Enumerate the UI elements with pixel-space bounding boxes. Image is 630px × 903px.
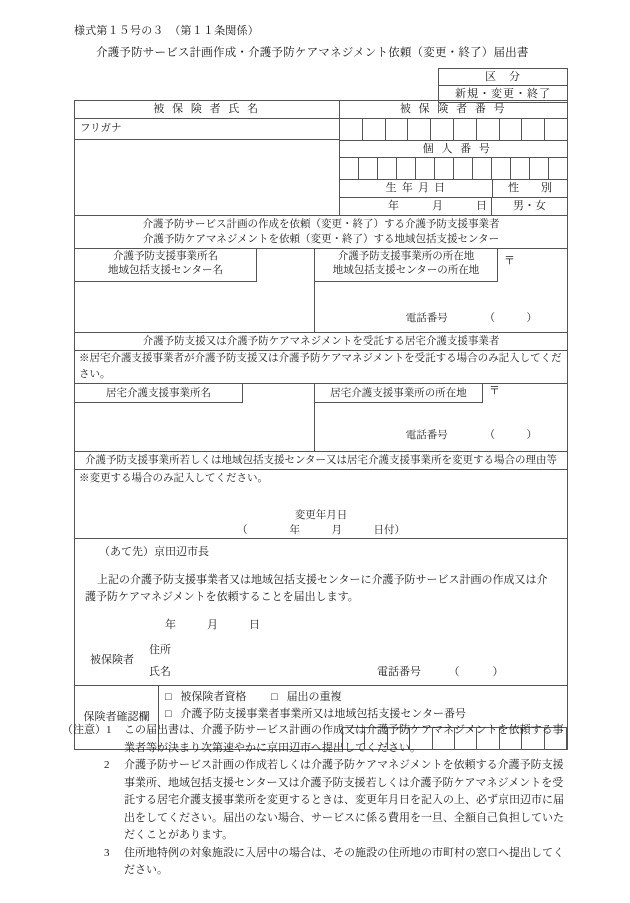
insured-number-grid[interactable] (340, 119, 567, 141)
dob-label: 生 年 月 日 (340, 180, 493, 197)
number-cell[interactable] (477, 119, 500, 140)
sex-value[interactable]: 男・女 (513, 200, 546, 212)
confirm-item-2: 届出の重複 (286, 690, 342, 703)
mynumber-cell[interactable] (435, 158, 454, 179)
kubun-label: 区 分 (439, 69, 567, 86)
number-cell[interactable] (431, 119, 454, 140)
homecare-tel-label[interactable]: 電話番号 （ ） (405, 430, 537, 441)
form-number: 様式第１５号の３ （第１１条関係） (74, 25, 259, 37)
mynumber-cell[interactable] (530, 158, 549, 179)
provider-address-label-line2: 地域包括支援センターの所在地 (332, 265, 480, 276)
provider-address-label-line1: 介護予防支援事業所の所在地 (337, 251, 475, 262)
note-item (62, 757, 574, 845)
provider-name-input[interactable] (75, 282, 314, 332)
insured-signature-fields (149, 639, 567, 683)
number-cell[interactable] (454, 119, 477, 140)
mynumber-label: 個 人 番 号 (340, 141, 567, 158)
document-title: 介護予防サービス計画作成・介護予防ケアマネジメント依頼（変更・終了）届出書 (96, 47, 529, 59)
change-note: ※変更する場合のみ記入してください。 (79, 473, 268, 484)
checkbox-icon[interactable]: □ (165, 707, 172, 720)
provider-address-cell (315, 249, 567, 332)
provider-address-input[interactable] (315, 282, 567, 312)
provider-tel-label[interactable]: 電話番号 （ ） (405, 313, 537, 324)
mynumber-cell[interactable] (473, 158, 492, 179)
homecare-address-label: 居宅介護支援事業所の所在地 (315, 384, 483, 403)
provider-name-label-line2: 地域包括支援センター名 (107, 265, 224, 276)
provider-name-label (75, 249, 257, 282)
mynumber-cell[interactable] (549, 158, 567, 179)
sex-label: 性 別 (508, 182, 552, 194)
insured-name-column (75, 101, 340, 215)
mynumber-cell[interactable] (454, 158, 473, 179)
number-cell[interactable] (363, 119, 386, 140)
dob-value[interactable]: 年 月 日 (340, 198, 492, 215)
insurer-confirm-label: 保険者確認欄 (75, 686, 159, 749)
furigana-label: フリガナ (75, 119, 339, 140)
addressee: （あて先）京田辺市長 (99, 546, 209, 558)
mynumber-cell[interactable] (378, 158, 397, 179)
mynumber-cell[interactable] (359, 158, 378, 179)
provider-banner-line2: 介護予防ケアマネジメントを依頼（変更・終了）する地域包括支援センター (142, 234, 500, 245)
insured-number-column (340, 101, 567, 215)
homecare-address-cell (315, 384, 567, 451)
insured-block (75, 101, 567, 216)
homecare-name-cell (75, 384, 315, 451)
homecare-name-label: 居宅介護支援事業所名 (75, 384, 243, 403)
number-cell[interactable] (386, 119, 409, 140)
kubun-options[interactable]: 新規・変更・終了 (455, 88, 551, 100)
provider-name-cell (75, 249, 315, 332)
declaration-block (75, 539, 567, 686)
insured-address-label: 住所 (149, 643, 171, 656)
main-table (74, 100, 568, 750)
provider-banner (75, 216, 567, 249)
homecare-name-input[interactable] (75, 403, 314, 451)
mynumber-cell[interactable] (511, 158, 530, 179)
insurer-confirm-line2 (165, 706, 567, 723)
insured-name-input[interactable] (75, 140, 339, 211)
insurer-confirm-line1 (165, 689, 567, 706)
number-cell[interactable] (408, 119, 431, 140)
mynumber-cell[interactable] (340, 158, 359, 179)
mynumber-cell[interactable] (416, 158, 435, 179)
number-cell[interactable] (340, 119, 363, 140)
declaration-text: 上記の介護予防支援事業者又は地域包括支援センターに介護予防サービス計画の作成又は介護予防ケアマネジメントを依頼することを届出します。 (85, 573, 548, 603)
note-text: この届出書は、介護予防サービス計画の作成又は介護予防ケアマネジメントを依頼する事業者等が決まり次第速やかに京田辺市へ提出してください。 (124, 724, 564, 754)
provider-name-label-line1: 介護予防支援事業所名 (113, 251, 218, 262)
postal-mark-icon: 〒 (504, 255, 515, 267)
mynumber-grid[interactable] (340, 158, 567, 180)
homecare-detail-row (75, 384, 567, 452)
notes-section (62, 722, 574, 880)
number-cell[interactable] (522, 119, 545, 140)
kubun-box (438, 68, 568, 103)
notes-heading: （注意）1 (62, 724, 112, 736)
change-reason-input[interactable] (75, 488, 567, 508)
checkbox-icon[interactable]: □ (271, 690, 278, 703)
insured-address-line[interactable] (149, 639, 567, 661)
confirm-item-3: 介護予防支援事業者事業所又は地域包括支援センター番号 (180, 707, 466, 720)
homecare-address-input[interactable] (315, 403, 567, 429)
insured-number-label: 被 保 険 者 番 号 (340, 101, 567, 119)
number-cell[interactable] (500, 119, 523, 140)
number-cell[interactable] (545, 119, 567, 140)
change-date-label: 変更年月日 (294, 510, 348, 521)
note-item (62, 845, 574, 880)
declaration-date-field[interactable]: 年 月 日 (165, 618, 270, 631)
note-number: 2 (104, 759, 110, 771)
homecare-note: ※居宅介護支援事業者が介護予防支援又は介護予防ケアマネジメントを受託する場合のみ記入してください。 (75, 351, 567, 384)
note-number: 3 (104, 846, 110, 859)
note-text: 介護予防サービス計画の作成若しくは介護予防ケアマネジメントを依頼する介護予防支援事業所、地域包括支援センター又は介護予防支援若しくは介護予防ケアマネジメントを受託する居宅介護支援事業所を変更するときは、変更年月日を記入の上、必ず京田辺市に届出をしてください。届出のない場合、サービスに係る費用を一旦、全額自己負担していただくことがあります。 (124, 759, 564, 841)
insured-name-line[interactable] (149, 661, 567, 683)
checkbox-icon[interactable]: □ (165, 690, 172, 703)
change-banner: 介護予防支援事業所若しくは地域包括支援センター又は居宅介護支援事業所を変更する場合の理由等 (75, 452, 567, 470)
note-text: 住所地特例の対象施設に入居中の場合は、その施設の住所地の市町村の窓口へ提出してください。 (124, 846, 564, 876)
change-reason-cell (75, 470, 567, 539)
change-date-value[interactable]: （ 年 月 日付） (237, 525, 405, 536)
dob-sex-label-row (340, 180, 567, 198)
insured-signature-row (75, 637, 567, 685)
dob-sex-value-row (340, 198, 567, 215)
note-item (62, 722, 574, 757)
homecare-banner: 介護予防支援又は介護予防ケアマネジメントを受託する居宅介護支援事業者 (75, 333, 567, 351)
insured-tel-label[interactable]: 電話番号 （ ） (377, 665, 504, 678)
declaration-body (75, 539, 567, 637)
provider-banner-line1: 介護予防サービス計画の作成を依頼（変更・終了）する介護予防支援事業者 (142, 219, 500, 230)
mynumber-cell[interactable] (492, 158, 511, 179)
provider-detail-row (75, 249, 567, 333)
confirm-item-1: 被保険者資格 (180, 690, 247, 703)
insured-name-label: 氏名 (149, 665, 171, 678)
insured-signature-label: 被保険者 (90, 654, 134, 667)
provider-address-label (315, 249, 498, 282)
postal-mark-icon: 〒 (489, 385, 500, 397)
insured-name-label: 被 保 険 者 氏 名 (75, 101, 339, 119)
mynumber-cell[interactable] (397, 158, 416, 179)
